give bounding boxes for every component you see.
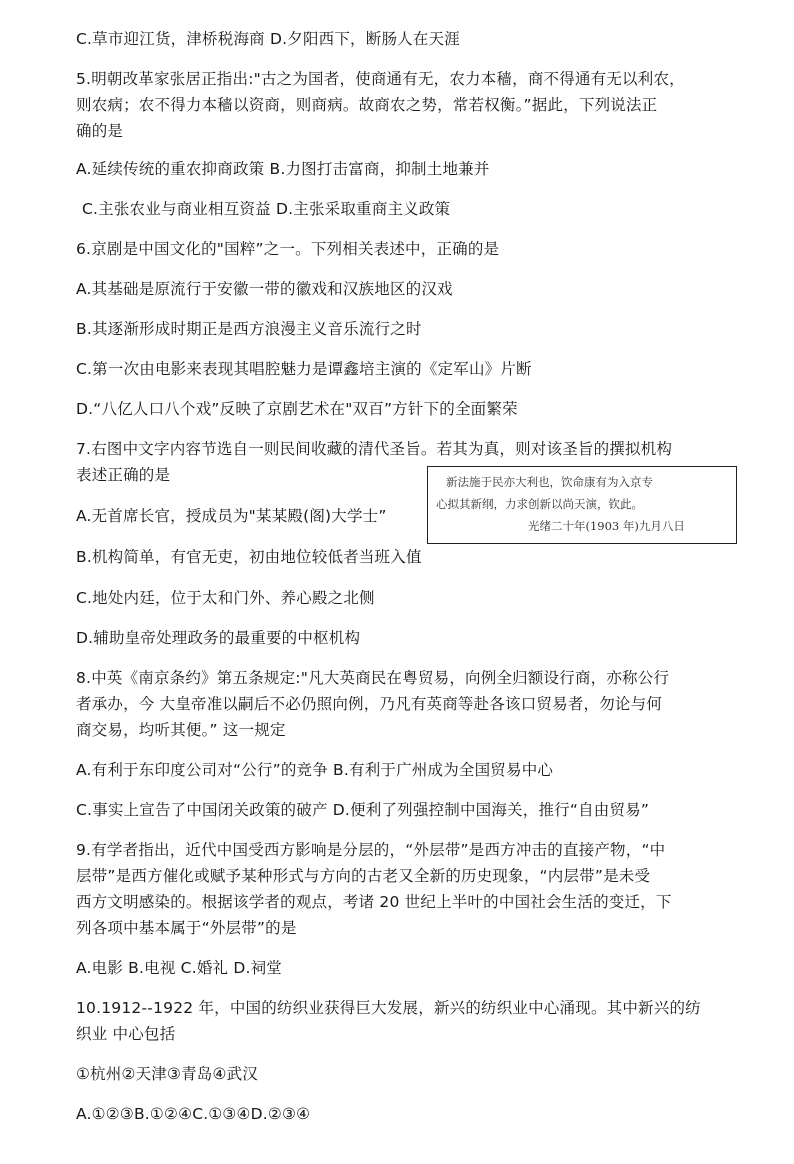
question-8-stem: 8.中英《南京条约》第五条规定:"凡大英商民在粤贸易，向例全归额设行商，亦称公行 xyxy=(76,669,670,687)
question-5-options-ab: A.延续传统的重农抑商政策 B.力图打击富商，抑制土地兼并 xyxy=(76,160,490,178)
question-9-options: A.电影 B.电视 C.婚礼 D.祠堂 xyxy=(76,959,283,977)
question-7-option-a: A.无首席长官，授成员为"某某殿(阁)大学士” xyxy=(76,507,387,525)
question-5-stem: 5.明朝改革家张居正指出:"古之为国者，使商通有无，农力本穑，商不得通有无以利农， xyxy=(76,70,685,88)
edict-date-line: 光绪二十年(1903 年)九月八日 xyxy=(528,519,685,533)
question-8-options-cd: C.事实上宣告了中国闭关政策的破产 D.便利了列强控制中国海关，推行“自由贸易” xyxy=(76,801,650,819)
question-6-option-b: B.其逐渐形成时期正是西方浪漫主义音乐流行之时 xyxy=(76,320,422,338)
option-line-4c-4d: C.草市迎江货，津桥税海商 D.夕阳西下，断肠人在天涯 xyxy=(76,30,460,48)
question-6-option-c: C.第一次由电影来表现其唱腔魅力是谭鑫培主演的《定军山》片断 xyxy=(76,360,532,378)
question-6-stem: 6.京剧是中国文化的"国粹”之一。下列相关表述中，正确的是 xyxy=(76,240,500,258)
question-7-option-d: D.辅助皇帝处理政务的最重要的中枢机构 xyxy=(76,629,361,647)
question-8-stem: 商交易，均听其便。” 这一规定 xyxy=(76,721,286,739)
question-5-stem: 则农病；农不得力本穑以资商，则商病。故商农之势，常若权衡。”据此，下列说法正 xyxy=(76,96,658,114)
question-9-stem: 9.有学者指出，近代中国受西方影响是分层的，“外层带”是西方冲击的直接产物，“中 xyxy=(76,841,666,859)
question-6-option-d: D.“八亿人口八个戏”反映了京剧艺术在"双百”方针下的全面繁荣 xyxy=(76,400,518,418)
question-7-stem: 7.右图中文字内容节选自一则民间收藏的清代圣旨。若其为真，则对该圣旨的撰拟机构 xyxy=(76,440,673,458)
question-5-options-cd: C.主张农业与商业相互资益 D.主张采取重商主义政策 xyxy=(82,200,451,218)
question-10-stem: 织业 中心包括 xyxy=(76,1025,176,1043)
edict-text-line: 新法施于民亦大利也，饮命康有为入京专 xyxy=(446,475,653,489)
question-10-stem: 10.1912--1922 年，中国的纺织业获得巨大发展，新兴的纺织业中心涌现。其中新兴的纺 xyxy=(76,999,701,1017)
question-8-options-ab: A.有利于东印度公司对“公行”的竞争 B.有利于广州成为全国贸易中心 xyxy=(76,761,554,779)
question-7-stem: 表述正确的是 xyxy=(76,466,171,484)
question-9-stem: 西方文明感染的。根据该学者的观点，考诸 20 世纪上半叶的中国社会生活的变迁，下 xyxy=(76,893,672,911)
question-10-options: A.①②③B.①②④C.①③④D.②③④ xyxy=(76,1105,311,1123)
edict-text-line: 心拟其新纲，力求创新以尚天演，钦此。 xyxy=(436,497,643,511)
imperial-edict-excerpt-box xyxy=(427,466,737,544)
question-7-option-b: B.机构简单，有官无吏，初由地位较低者当班入值 xyxy=(76,548,422,566)
question-9-stem: 列各项中基本属于“外层带”的是 xyxy=(76,919,297,937)
question-6-option-a: A.其基础是原流行于安徽一带的徽戏和汉族地区的汉戏 xyxy=(76,280,453,298)
question-9-stem: 层带”是西方催化或赋予某种形式与方向的古老又全新的历史现象，“内层带”是未受 xyxy=(76,867,651,885)
question-7-option-c: C.地处内廷，位于太和门外、养心殿之北侧 xyxy=(76,589,375,607)
question-10-items: ①杭州②天津③青岛④武汉 xyxy=(76,1065,258,1083)
question-5-stem: 确的是 xyxy=(76,122,124,140)
question-8-stem: 者承办，今 大皇帝准以嗣后不必仍照向例，乃凡有英商等赴各该口贸易者，勿论与何 xyxy=(76,695,663,713)
